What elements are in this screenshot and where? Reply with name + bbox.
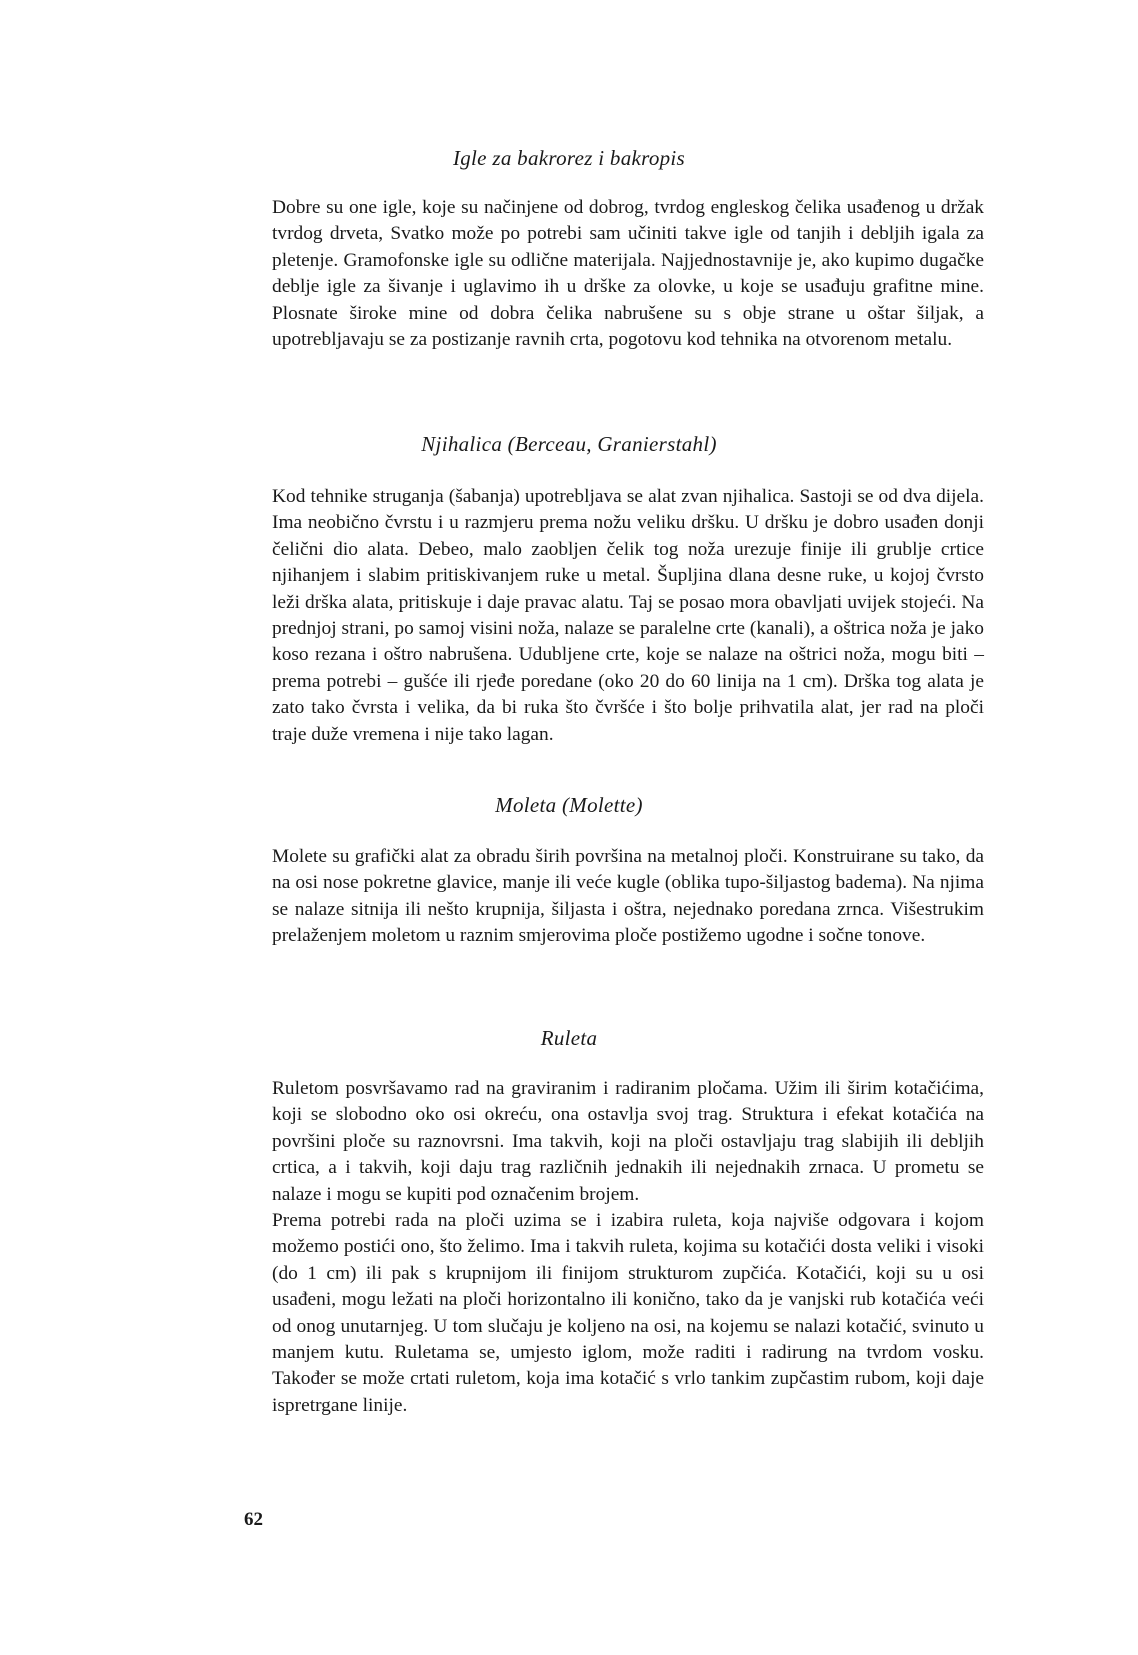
paragraph: Prema potrebi rada na ploči uzima se i izabira ruleta, koja najviše odgovara i kojom možemo postići ono, što želimo. Ima i takvih ruleta, kojima su kotačići dosta veliki i visoki (do 1 cm) ili pak s krupnijom ili finijom strukturom zupčića. Kotačići, koji su u osi usađeni, mogu ležati na ploči horizontalno ili konično, tako da je vanjski rub kotačića veći od onog unutarnjeg. U tom slučaju je koljeno na osi, na kojemu se nalazi kotačić, svinuto u manjem kutu. Ruletama se, umjesto iglom, može raditi i radirung na tvrdom vosku. Također se može crtati ruletom, koja ima kotačić s vrlo tankim zupčastim rubom, koji daje ispretrgane linije. [272, 1210, 984, 1416]
section-body-ruleta [272, 1076, 984, 1419]
section-heading-ruleta: Ruleta [540, 1026, 598, 1050]
section-body-njihalica [272, 484, 984, 748]
paragraph: Molete su grafički alat za obradu širih površina na metalnoj ploči. Konstruirane su tako, da na osi nose pokretne glavice, manje ili veće kugle (oblika tupo-šiljastog badema). Na njima se nalaze sitnija ili nešto krupnija, šiljasta i oštra, nejednako poredana zrnca. Višestrukim prelaženjem moletom u raznim smjerovima ploče postižemo ugodne i sočne tonove. [272, 846, 984, 947]
paragraph: Dobre su one igle, koje su načinjene od dobrog, tvrdog engleskog čelika usađenog u držak tvrdog drveta, Svatko može po potrebi sam učiniti takve igle od tanjih i debljih igala za pletenje. Gramofonske igle su odlične materijala. Najjednostavnije je, ako kupimo dugačke deblje igle za šivanje i uglavimo ih u drške za olovke, u koje se usađuju grafitne mine. Plosnate široke mine od dobra čelika nabrušene su s obje strane u oštar šiljak, a upotrebljavaju se za postizanje ravnih crta, pogotovu kod tehnika na otvorenom metalu. [272, 197, 984, 351]
page-number: 62 [244, 1509, 263, 1530]
section-body-moleta [272, 844, 984, 950]
paragraph: Kod tehnike struganja (šabanja) upotrebljava se alat zvan njihalica. Sastoji se od dva dijela. Ima neobično čvrstu i u razmjeru prema nožu veliku dršku. U dršku je dobro usađen donji čelični dio alata. Debeo, malo zaobljen čelik tog noža urezuje finije ili grublje crtice njihanjem i slabim pritiskivanjem ruke u metal. Šupljina dlana desne ruke, u kojoj čvrsto leži drška alata, pritiskuje i daje pravac alatu. Taj se posao mora obavljati uvijek stojeći. Na prednjoj strani, po samoj visini noža, nalaze se paralelne crte (kanali), a oštrica noža je jako koso rezana i oštro nabrušena. Udubljene crte, koje se nalaze na oštrici noža, mogu biti – prema potrebi – gušće ili rjeđe poredane (oko 20 do 60 linija na 1 cm). Drška tog alata je zato tako čvrsta i velika, da bi ruka što čvršće i što bolje prihvatila alat, jer rad na ploči traje duže vremena i nije tako lagan. [272, 486, 984, 745]
paragraph: Ruletom posvršavamo rad na graviranim i radiranim pločama. Užim ili širim kotačićima, koji se slobodno oko osi okreću, ona ostavlja svoj trag. Struktura i efekat kotačića na površini ploče su raznovrsni. Ima takvih, koji na ploči ostavljaju trag slabijih ili debljih crtica, a i takvih, koji daju trag različnih jednakih ili nejednakih zrnaca. U prometu se nalaze i mogu se kupiti pod označenim brojem. [272, 1078, 984, 1205]
section-heading-moleta: Moleta (Molette) [495, 793, 643, 817]
section-heading-igle: Igle za bakrorez i bakropis [452, 146, 686, 170]
section-heading-njihalica: Njihalica (Berceau, Granierstahl) [421, 432, 717, 456]
section-body-igle [272, 195, 984, 353]
